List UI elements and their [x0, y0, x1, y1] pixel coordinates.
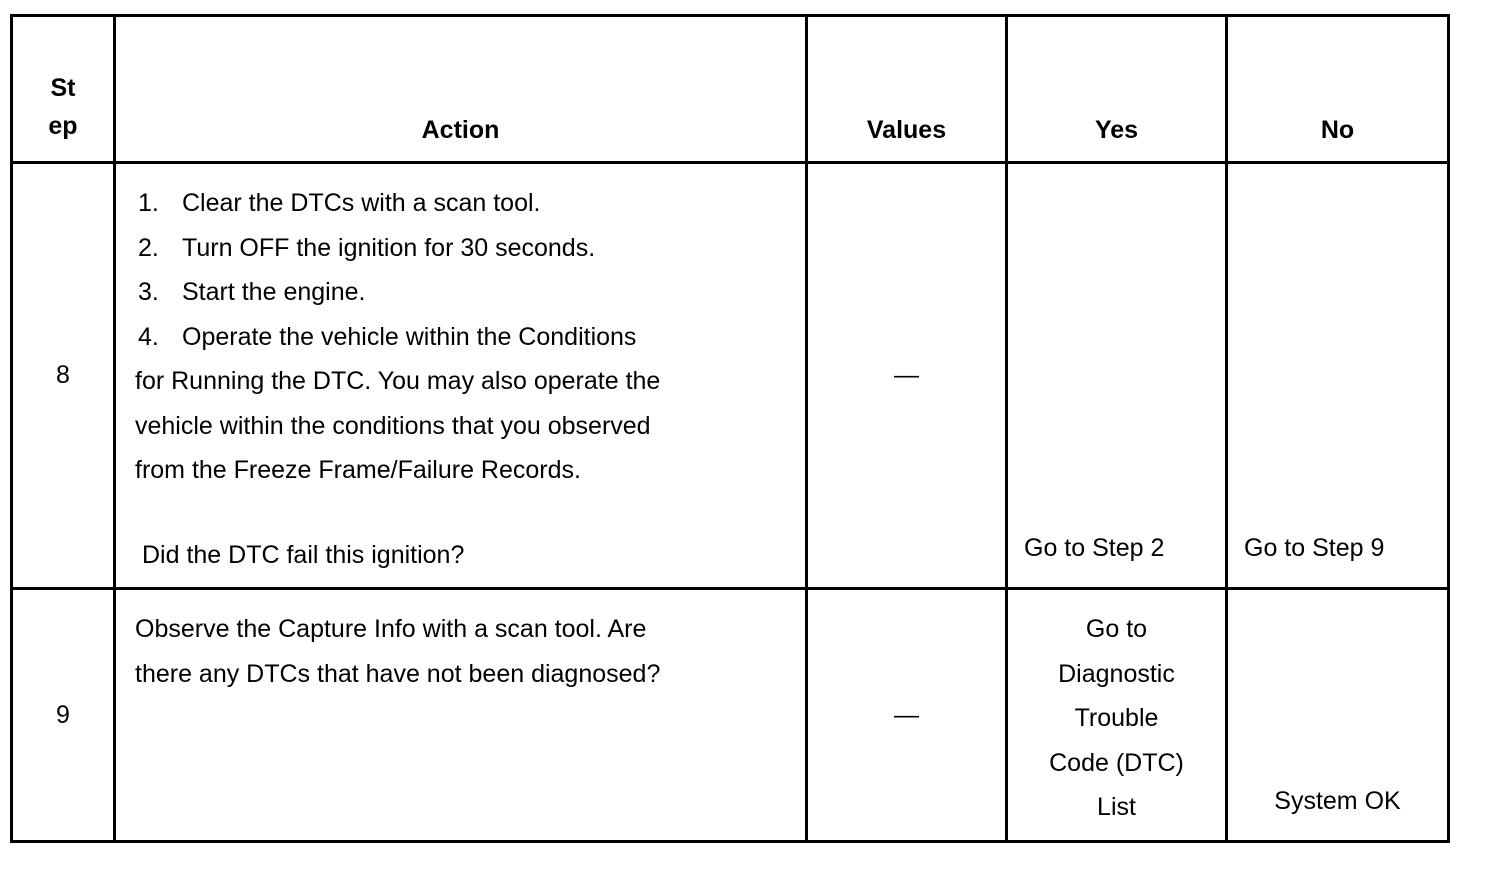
- action-step-text: Operate the vehicle within the Conditions: [182, 322, 637, 351]
- header-step: [12, 16, 115, 163]
- diagnostic-table: [10, 14, 1450, 843]
- action-step-number: 2.: [138, 233, 159, 262]
- header-row: [12, 16, 1449, 163]
- step-number: 8: [12, 163, 115, 589]
- action-continuation-line: for Running the DTC. You may also operate the: [135, 367, 661, 395]
- yes-line: Diagnostic: [1058, 659, 1175, 688]
- header-step-line1: St: [50, 74, 76, 102]
- action-step-text: Clear the DTCs with a scan tool.: [182, 189, 541, 217]
- action-line: there any DTCs that have not been diagnosed?: [135, 659, 661, 688]
- values-cell: —: [807, 589, 1007, 842]
- action-continuation-line: vehicle within the conditions that you observed: [135, 411, 651, 440]
- action-step-number: 3.: [138, 278, 159, 306]
- step-number: 9: [12, 589, 115, 842]
- no-cell: System OK: [1227, 589, 1449, 842]
- yes-cell: Go to Step 2: [1007, 163, 1227, 589]
- header-no: No: [1227, 16, 1449, 163]
- values-cell: —: [807, 163, 1007, 589]
- action-line: Observe the Capture Info with a scan tool. Are: [135, 615, 647, 643]
- action-cell: [115, 163, 807, 589]
- diagnostic-table-container: [10, 14, 1450, 843]
- action-step-item: [135, 270, 793, 315]
- yes-line: List: [1097, 793, 1136, 821]
- action-continuation-line: from the Freeze Frame/Failure Records.: [135, 456, 581, 484]
- action-step-list: [135, 181, 793, 359]
- table-row-step-8: [12, 163, 1449, 589]
- action-step-number: 1.: [138, 189, 159, 217]
- action-step-item: [135, 226, 793, 271]
- action-step-item: [135, 315, 793, 360]
- action-cell: [115, 589, 807, 842]
- yes-line: Code (DTC): [1049, 748, 1184, 777]
- yes-line: Go to: [1085, 615, 1148, 643]
- yes-line: Trouble: [1074, 704, 1159, 732]
- no-cell: Go to Step 9: [1227, 163, 1449, 589]
- header-values: Values: [807, 16, 1007, 163]
- action-step-text: Start the engine.: [182, 278, 366, 306]
- yes-cell: [1007, 589, 1227, 842]
- header-yes: Yes: [1007, 16, 1227, 163]
- action-step-number: 4.: [138, 322, 159, 351]
- header-step-line2: ep: [48, 112, 78, 140]
- table-row-step-9: [12, 589, 1449, 842]
- action-step-item: [135, 181, 793, 226]
- action-question: Did the DTC fail this ignition?: [142, 540, 465, 569]
- header-action: Action: [115, 16, 807, 163]
- action-step-text: Turn OFF the ignition for 30 seconds.: [182, 233, 596, 262]
